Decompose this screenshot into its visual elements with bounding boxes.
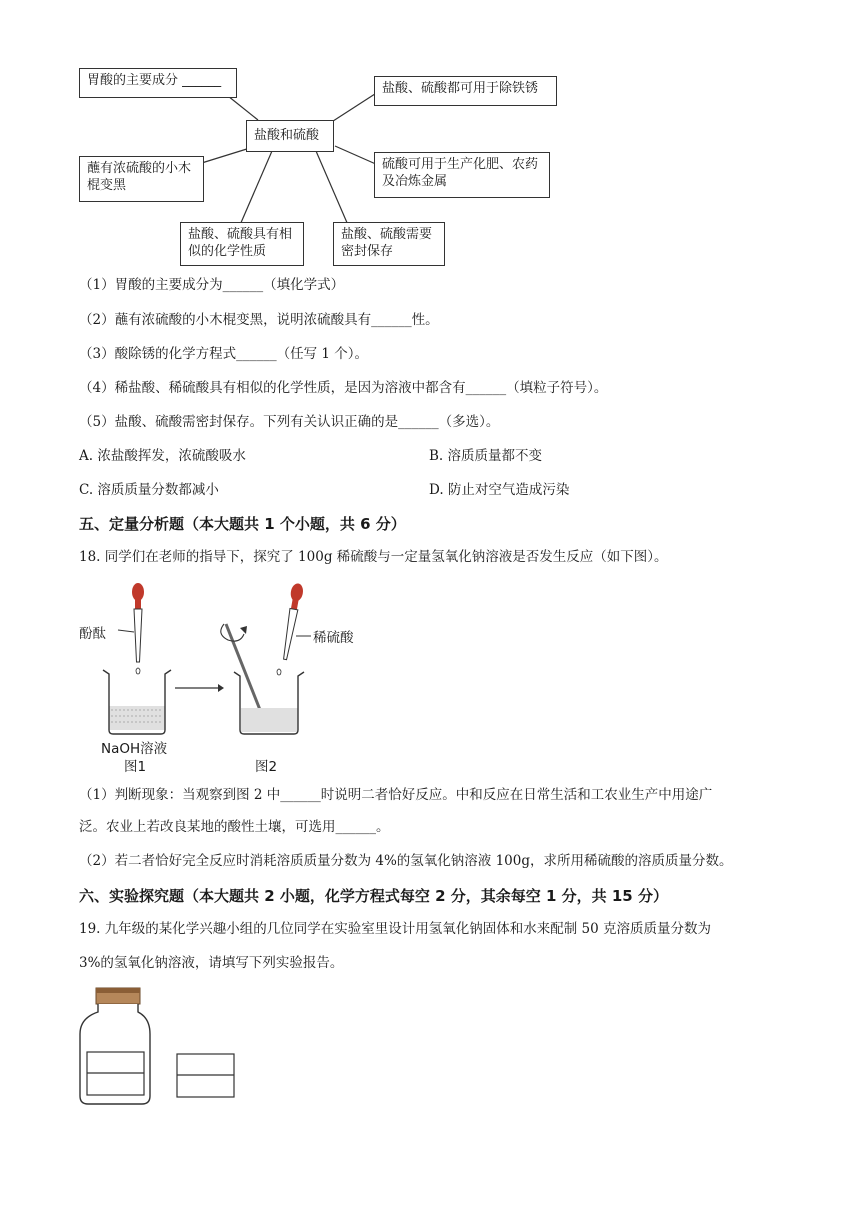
figure-1-caption: 图1 xyxy=(124,759,147,775)
q19-stem-line1: 19. 九年级的某化学兴趣小组的几位同学在实验室里设计用氢氧化钠固体和水来配制 50 克溶质质量分数为 xyxy=(79,921,712,937)
q18-part1-line1: （1）判断现象：当观察到图 2 中______时说明二者恰好反应。中和反应在日常生活和工农业生产中用途广 xyxy=(79,787,713,803)
q17-option-b: B. 溶质质量都不变 xyxy=(429,448,543,464)
q18-part2: （2）若二者恰好完全反应时消耗溶质质量分数为 4%的氢氧化钠溶液 100g，求所用稀硫酸的溶质质量分数。 xyxy=(79,853,733,869)
q17-option-c: C. 溶质质量分数都减小 xyxy=(79,482,219,498)
mindmap-node-similar-properties: 盐酸、硫酸具有相似的化学性质 xyxy=(180,222,304,266)
label-card-icon xyxy=(177,1054,234,1097)
q18-part1-line2: 泛。农业上若改良某地的酸性土壤，可选用______。 xyxy=(79,819,390,835)
section-5-heading: 五、定量分析题（本大题共 1 个小题，共 6 分） xyxy=(79,515,406,533)
q19-stem-line2: 3%的氢氧化钠溶液，请填写下列实验报告。 xyxy=(79,955,344,971)
q17-part3: （3）酸除锈的化学方程式______（任写 1 个）。 xyxy=(79,346,369,362)
mindmap-node-gastric-acid: 胃酸的主要成分 ______ xyxy=(79,68,237,98)
q17-part2: （2）蘸有浓硫酸的小木棍变黑，说明浓硫酸具有______性。 xyxy=(79,312,439,328)
label-naoh-solution: NaOH溶液 xyxy=(101,741,168,757)
mindmap-center-node: 盐酸和硫酸 xyxy=(246,120,334,152)
section-6-heading: 六、实验探究题（本大题共 2 小题，化学方程式每空 2 分，其余每空 1 分，共 15 分） xyxy=(79,887,668,905)
q17-part4: （4）稀盐酸、稀硫酸具有相似的化学性质，是因为溶液中都含有______（填粒子符号）。 xyxy=(79,380,608,396)
q17-part1: （1）胃酸的主要成分为______（填化学式） xyxy=(79,277,345,293)
q17-option-a: A. 浓盐酸挥发，浓硫酸吸水 xyxy=(79,448,246,464)
q17-option-d: D. 防止对空气造成污染 xyxy=(429,482,570,498)
q18-stem: 18. 同学们在老师的指导下，探究了 100g 稀硫酸与一定量氢氧化钠溶液是否发生反应（如下图）。 xyxy=(79,549,668,565)
reagent-bottle-icon xyxy=(80,988,150,1104)
label-dilute-sulfuric-acid: 稀硫酸 xyxy=(313,630,354,646)
mindmap-node-sealed-storage: 盐酸、硫酸需要密封保存 xyxy=(333,222,445,266)
mindmap-node-fertilizer: 硫酸可用于生产化肥、农药及冶炼金属 xyxy=(374,152,550,198)
figure-2-caption: 图2 xyxy=(255,759,278,775)
label-phenolphthalein: 酚酞 xyxy=(79,626,106,642)
q17-part5: （5）盐酸、硫酸需密封保存。下列有关认识正确的是______（多选）。 xyxy=(79,414,500,430)
mindmap-node-wood-blackened: 蘸有浓硫酸的小木棍变黑 xyxy=(79,156,204,202)
mindmap-node-rust-removal: 盐酸、硫酸都可用于除铁锈 xyxy=(374,76,557,106)
